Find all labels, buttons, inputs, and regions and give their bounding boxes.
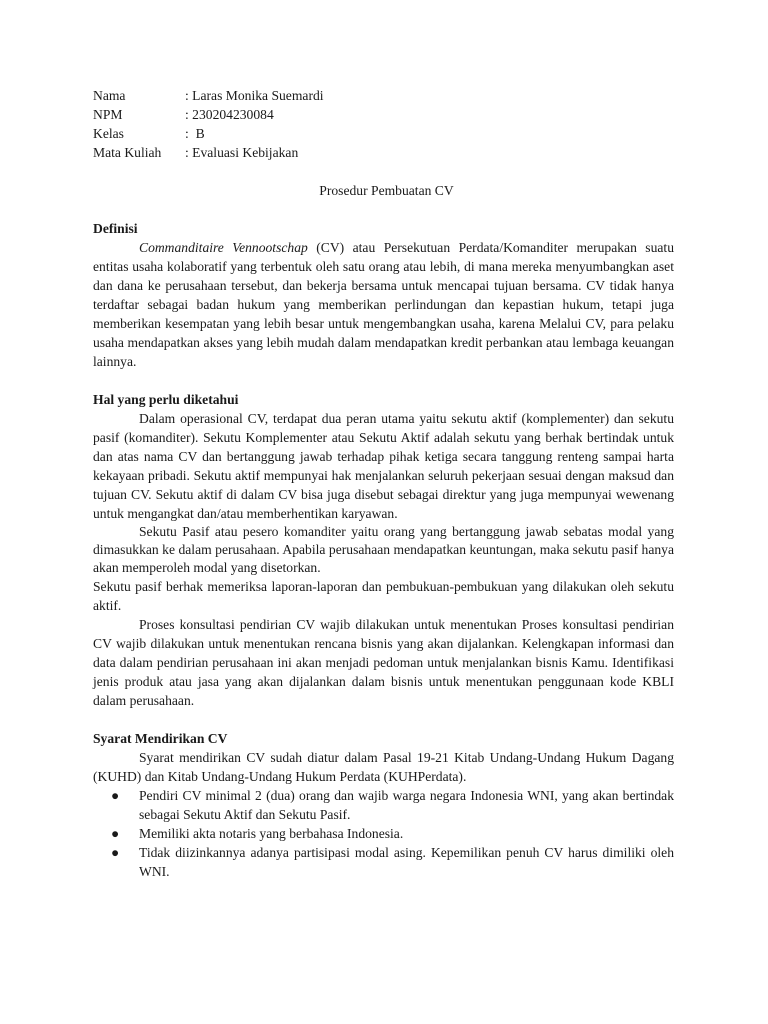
list-item-text: Pendiri CV minimal 2 (dua) orang dan wajib warga negara Indonesia WNI, yang akan bertindak sebagai Sekutu Aktif dan Sekutu Pasif. [139, 788, 674, 822]
syarat-list [93, 786, 674, 881]
info-row-nama [93, 86, 674, 105]
document-body [93, 86, 674, 881]
list-item [93, 786, 674, 824]
section-heading-syarat: Syarat Mendirikan CV [93, 731, 228, 746]
info-value: : 230204230084 [185, 107, 274, 122]
list-item [93, 843, 674, 881]
bullet-icon: ● [111, 788, 120, 803]
hal-paragraph-3: Sekutu pasif berhak memeriksa laporan-laporan dan pembukuan-pembukuan yang dilakukan oleh sekutu aktif. [93, 579, 674, 613]
document-title: Prosedur Pembuatan CV [319, 183, 454, 198]
info-value: : B [185, 126, 205, 141]
info-row-kelas [93, 124, 674, 143]
definisi-text: (CV) atau Persekutuan Perdata/Komanditer merupakan suatu entitas usaha kolaboratif yang terbentuk oleh satu orang atau lebih, di mana mereka menyumbangkan aset dan dana ke perusahaan tersebut, dan bekerja bersama untuk mencapai tujuan bersama. CV tidak hanya terdaftar sebagai badan hukum yang memberikan perlindungan dan kepastian hukum, tetapi juga memberikan kesempatan yang lebih besar untuk mengembangkan usaha, karena Melalui CV, para pelaku usaha mendapatkan akses yang lebih mudah dalam mendapatkan kredit perbankan atau lembaga keuangan lainnya. [93, 240, 674, 369]
student-info [93, 86, 674, 162]
hal-paragraph-1: Dalam operasional CV, terdapat dua peran utama yaitu sekutu aktif (komplementer) dan sekutu pasif (komanditer). Sekutu Komplementer atau Sekutu Aktif adalah sekutu yang berhak bertindak untuk dan atas nama CV dan bertanggung jawab terhadap pihak ketiga secara tanggung renteng sampai harta kekayaan pribadi. Sekutu aktif mempunyai hak menjalankan seluruh pekerjaan sesuai dengan maksud dan tujuan CV. Sekutu aktif di dalam CV bisa juga disebut sebagai direktur yang juga mempunyai wewenang untuk mengangkat dan/atau memberhentikan karyawan. [93, 411, 674, 521]
info-label: Mata Kuliah [93, 145, 162, 160]
list-item [93, 824, 674, 843]
section-heading-hal: Hal yang perlu diketahui [93, 392, 239, 407]
bullet-icon: ● [111, 826, 120, 841]
info-label: Nama [93, 88, 126, 103]
info-row-mata-kuliah [93, 143, 674, 162]
definisi-paragraph [93, 238, 674, 371]
info-value: : Laras Monika Suemardi [185, 88, 324, 103]
list-item-text: Memiliki akta notaris yang berbahasa Indonesia. [139, 826, 404, 841]
hal-paragraph-2: Sekutu Pasif atau pesero komanditer yaitu orang yang bertanggung jawab sebatas modal yang dimasukkan ke dalam perusahaan. Apabila perusahaan mendapatkan keuntungan, maka sekutu pasif hanya akan memperoleh modal yang disetorkan. [93, 524, 674, 575]
section-heading-definisi: Definisi [93, 221, 138, 236]
syarat-intro: Syarat mendirikan CV sudah diatur dalam Pasal 19-21 Kitab Undang-Undang Hukum Dagang (KUHD) dan Kitab Undang-Undang Hukum Perdata (KUHPerdata). [93, 750, 674, 784]
info-row-npm [93, 105, 674, 124]
list-item-text: Tidak diizinkannya adanya partisipasi modal asing. Kepemilikan penuh CV harus dimiliki oleh WNI. [139, 845, 674, 879]
info-value: : Evaluasi Kebijakan [185, 145, 299, 160]
bullet-icon: ● [111, 845, 120, 860]
hal-paragraph-4: Proses konsultasi pendirian CV wajib dilakukan untuk menentukan Proses konsultasi pendirian CV wajib dilakukan untuk menentukan rencana bisnis yang akan dijalankan. Kelengkapan informasi dan data dalam pendirian perusahaan ini akan menjadi pedoman untuk menjalankan bisnis Kamu. Identifikasi jenis produk atau jasa yang akan dijalankan dalam bisnis untuk menentukan penggunaan kode KBLI dalam perusahaan. [93, 617, 674, 708]
info-label: Kelas [93, 126, 124, 141]
definisi-term: Commanditaire Vennootschap [139, 240, 308, 255]
info-label: NPM [93, 107, 123, 122]
